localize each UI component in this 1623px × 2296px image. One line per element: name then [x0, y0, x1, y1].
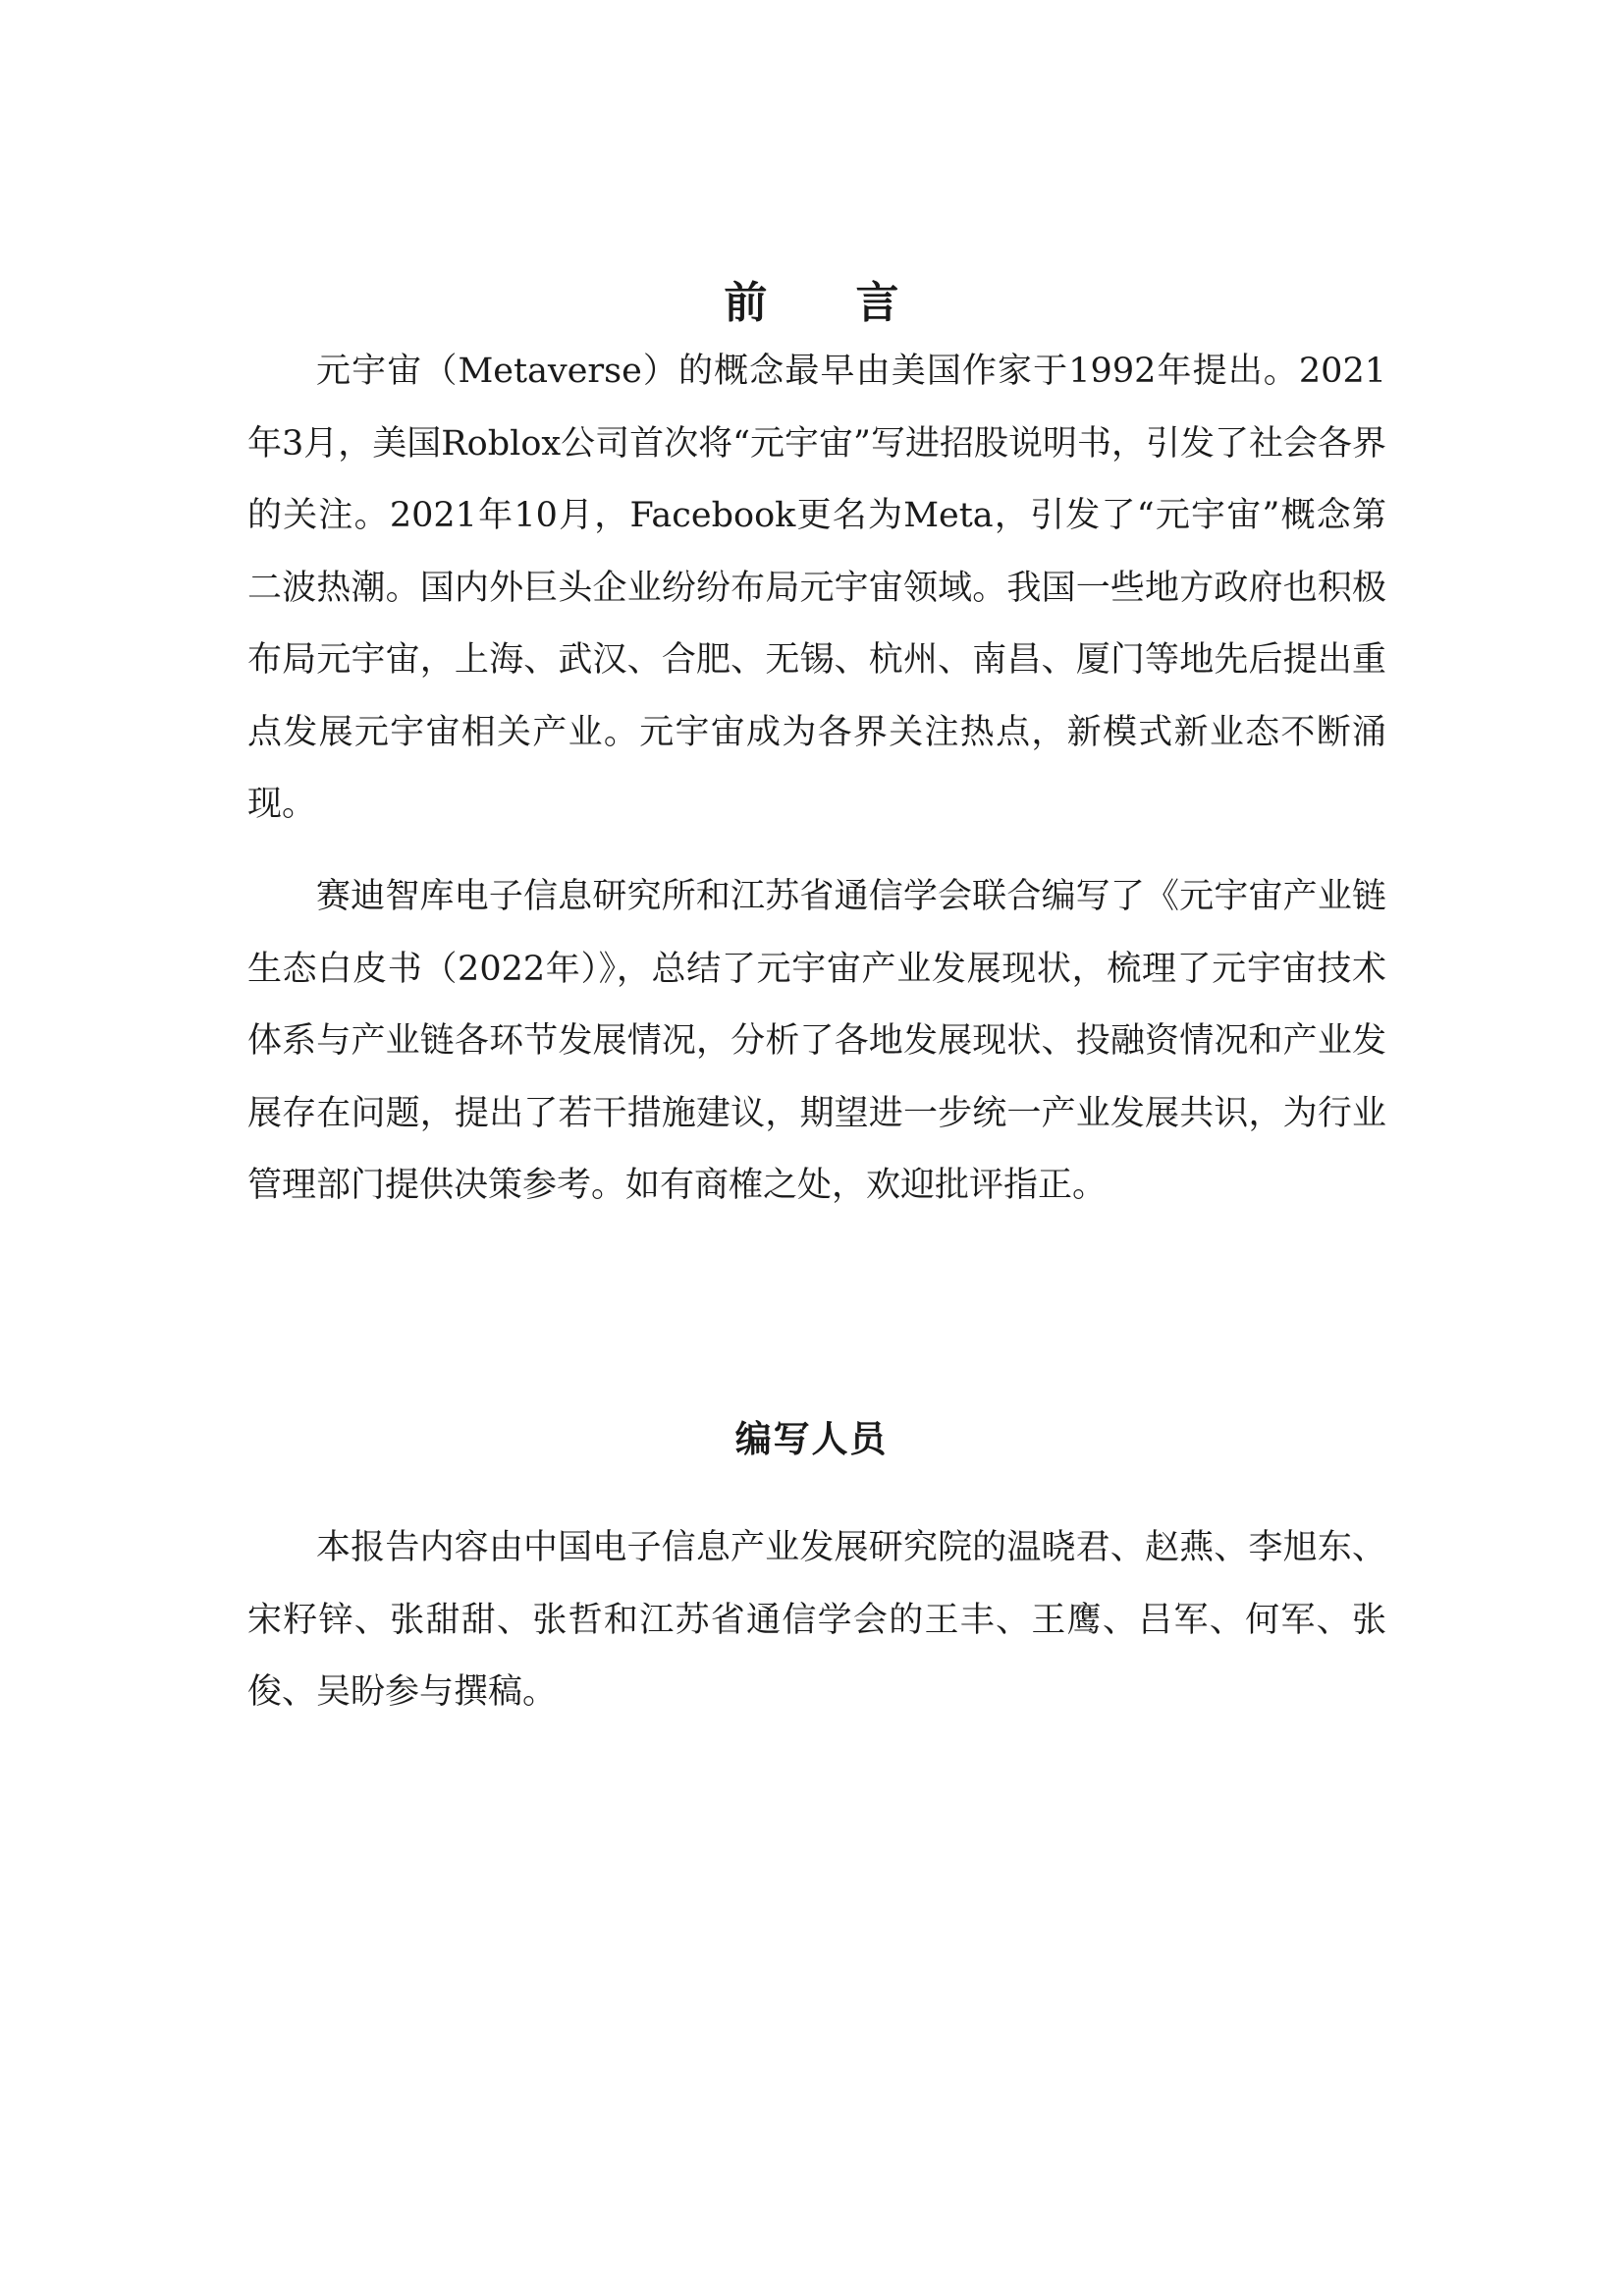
preface-paragraph-1: 元宇宙（Metaverse）的概念最早由美国作家于1992年提出。2021年3月，美国Roblox公司首次将“元宇宙”写进招股说明书，引发了社会各界的关注。2021年10月，Facebook更名为Meta，引发了“元宇宙”概念第二波热潮。国内外巨头企业纷纷布局元宇宙领域。我国一些地方政府也积极布局元宇宙，上海、武汉、合肥、无锡、杭州、南昌、厦门等地先后提出重点发展元宇宙相关产业。元宇宙成为各界关注热点，新模式新业态不断涌现。	[247, 352, 1386, 824]
preface-title: 前 言	[724, 278, 936, 329]
authors-paragraph: 本报告内容由中国电子信息产业发展研究院的温晓君、赵燕、李旭东、宋籽锌、张甜甜、张哲和江苏省通信学会的王丰、王鹰、吕军、何军、张俊、吴盼参与撰稿。	[247, 1528, 1386, 1712]
authors-title: 编写人员	[734, 1417, 889, 1460]
preface-paragraph-2: 赛迪智库电子信息研究所和江苏省通信学会联合编写了《元宇宙产业链生态白皮书（2022年）》，总结了元宇宙产业发展现状，梳理了元宇宙技术体系与产业链各环节发展情况，分析了各地发展现状、投融资情况和产业发展存在问题，提出了若干措施建议，期望进一步统一产业发展共识，为行业管理部门提供决策参考。如有商榷之处，欢迎批评指正。	[247, 877, 1386, 1205]
